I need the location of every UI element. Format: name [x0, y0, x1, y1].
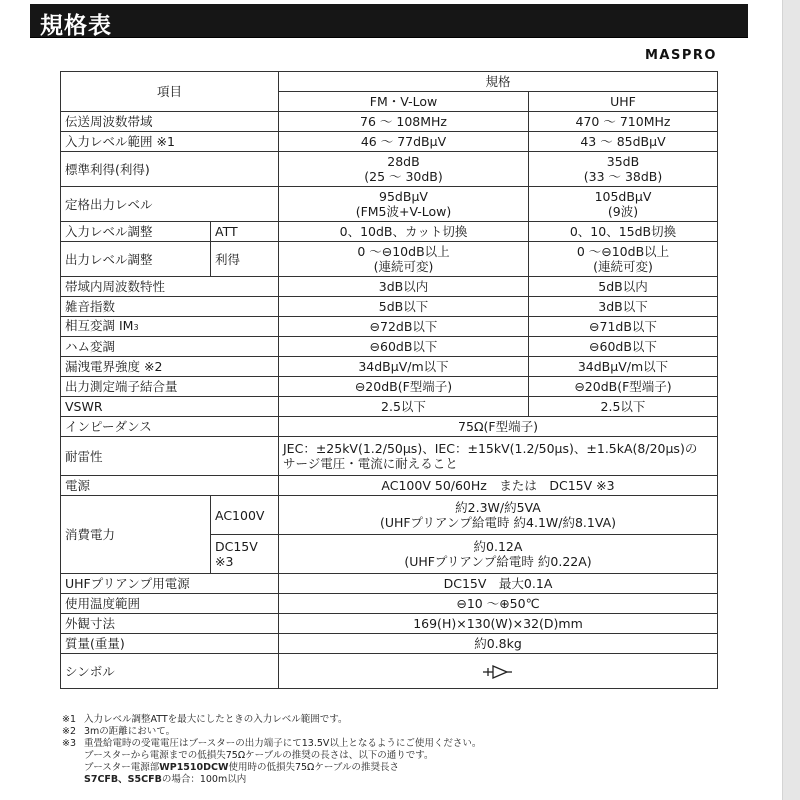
header-spec: 規格	[279, 72, 718, 92]
table-row	[61, 397, 718, 417]
vertical-scrollbar[interactable]	[782, 0, 800, 800]
uhf-value	[529, 152, 718, 187]
header-fm: FM・V-Low	[279, 92, 529, 112]
fm-value: 76 ～ 108MHz	[279, 112, 529, 132]
shared-value-line: (UHFプリアンプ給電時 約0.22A)	[404, 554, 592, 569]
fm-value-line: (25 ～ 30dB)	[364, 169, 443, 184]
table-row	[61, 594, 718, 614]
uhf-value-line: 35dB	[606, 154, 640, 169]
fm-value: 2.5以下	[279, 397, 529, 417]
spec-table	[60, 71, 718, 689]
row-label: インピーダンス	[61, 417, 279, 437]
row-label: シンボル	[61, 654, 279, 689]
table-row	[61, 132, 718, 152]
uhf-value-line: 105dBμV	[594, 189, 652, 204]
footnote-text-part: ブースター電源部	[84, 762, 160, 773]
fm-value: ⊖72dB以下	[279, 317, 529, 337]
uhf-value-line: (33 ～ 38dB)	[583, 169, 663, 184]
row-label-subscript: 3	[133, 323, 139, 332]
row-label: 標準利得(利得)	[61, 152, 279, 187]
fm-value	[279, 152, 529, 187]
model-number: WP1510DCW	[159, 762, 229, 773]
shared-value-line: 約2.3W/約5VA	[455, 500, 541, 515]
shared-value	[279, 437, 718, 476]
row-label: 入力レベル範囲 ※1	[61, 132, 279, 152]
fm-value	[279, 242, 529, 277]
row-label: 定格出力レベル	[61, 187, 279, 222]
row-label: 使用温度範囲	[61, 594, 279, 614]
table-row	[61, 377, 718, 397]
row-label: 出力測定端子結合量	[61, 377, 279, 397]
table-row	[61, 417, 718, 437]
row-sublabel-line: ※3	[215, 554, 234, 569]
shared-value: ⊖10 ～⊕50℃	[279, 594, 718, 614]
row-label: 消費電力	[61, 496, 211, 574]
uhf-value: ⊖71dB以下	[529, 317, 718, 337]
fm-value-line: (FM5波+V-Low)	[355, 204, 452, 219]
fm-value-line: 0 ～⊖10dB以上	[357, 244, 450, 259]
cable-models: S7CFB、S5CFB	[84, 774, 162, 785]
row-sublabel-line: DC15V	[215, 539, 258, 554]
shared-value: 169(H)×130(W)×32(D)mm	[279, 614, 718, 634]
table-row	[61, 152, 718, 187]
footnote-text: ブースターから電源までの低損失75Ωケーブルの推奨の長さは、以下の通りです。	[84, 750, 434, 761]
footnote-mark: ※2	[62, 726, 77, 737]
row-label-text: 相互変調 IM	[65, 318, 134, 333]
row-label: ハム変調	[61, 337, 279, 357]
fm-value: ⊖20dB(F型端子)	[279, 377, 529, 397]
footnote-text: 3mの距離において。	[84, 726, 176, 737]
footnote-text-part: の場合：100m以内	[161, 774, 247, 785]
footnote-mark: ※3	[62, 738, 77, 749]
table-row	[61, 496, 718, 535]
row-sublabel	[211, 535, 279, 574]
footnote-text: 入力レベル調整ATTを最大にしたときの入力レベル範囲です。	[84, 714, 348, 725]
table-row	[61, 357, 718, 377]
footnote-text	[62, 774, 481, 786]
uhf-value: 2.5以下	[529, 397, 718, 417]
table-row	[61, 476, 718, 496]
uhf-value: 43 ～ 85dBμV	[529, 132, 718, 152]
row-label: 外観寸法	[61, 614, 279, 634]
table-header-row	[61, 72, 718, 92]
uhf-value-line: (9波)	[607, 204, 639, 219]
shared-value	[279, 654, 718, 689]
row-label	[61, 317, 279, 337]
uhf-value: 470 ～ 710MHz	[529, 112, 718, 132]
uhf-value: 0、10、15dB切換	[529, 222, 718, 242]
fm-value-line: 95dBμV	[379, 189, 428, 204]
footnote-1	[62, 714, 481, 726]
fm-value: 46 ～ 77dBμV	[279, 132, 529, 152]
shared-value: AC100V 50/60Hz または DC15V ※3	[279, 476, 718, 496]
uhf-value: 34dBμV/m以下	[529, 357, 718, 377]
table-row	[61, 297, 718, 317]
footnote-text-part: 使用時の低損失75Ωケーブルの推奨長さ	[228, 762, 399, 773]
amplifier-symbol-icon	[481, 665, 515, 679]
uhf-value: ⊖60dB以下	[529, 337, 718, 357]
table-row	[61, 222, 718, 242]
row-label: 出力レベル調整	[61, 242, 211, 277]
row-sublabel: ATT	[211, 222, 279, 242]
shared-value-line: JEC：±25kV(1.2/50μs)、IEC：±15kV(1.2/50μs)、±1.5kA(8/20μs)の	[283, 441, 698, 456]
footnote-text: 重畳給電時の受電電圧はブースターの出力端子にて13.5V以上となるようにご使用ください。	[84, 738, 482, 749]
fm-value-line: (連続可変)	[373, 259, 434, 274]
table-row	[61, 112, 718, 132]
table-row	[61, 634, 718, 654]
shared-value	[279, 535, 718, 574]
fm-value: ⊖60dB以下	[279, 337, 529, 357]
fm-value: 34dBμV/m以下	[279, 357, 529, 377]
row-label: 耐雷性	[61, 437, 279, 476]
table-row	[61, 277, 718, 297]
row-label: VSWR	[61, 397, 279, 417]
fm-value: 5dB以下	[279, 297, 529, 317]
fm-value	[279, 187, 529, 222]
row-label: 漏洩電界強度 ※2	[61, 357, 279, 377]
row-label: 帯域内周波数特性	[61, 277, 279, 297]
shared-value: 約0.8kg	[279, 634, 718, 654]
row-sublabel: AC100V	[211, 496, 279, 535]
uhf-value-line: (連続可変)	[593, 259, 653, 274]
row-label: 雑音指数	[61, 297, 279, 317]
fm-value-line: 28dB	[387, 154, 420, 169]
row-label: 質量(重量)	[61, 634, 279, 654]
row-label: 伝送周波数帯域	[61, 112, 279, 132]
shared-value-line: サージ電圧・電流に耐えること	[283, 456, 458, 471]
uhf-value: ⊖20dB(F型端子)	[529, 377, 718, 397]
page-title: 規格表	[40, 13, 112, 39]
table-row	[61, 614, 718, 634]
brand-logo: MASPRO	[645, 48, 717, 63]
shared-value	[279, 496, 718, 535]
uhf-value-line: 0 ～⊖10dB以上	[576, 244, 670, 259]
uhf-value: 3dB以下	[529, 297, 718, 317]
table-row	[61, 574, 718, 594]
title-bar	[30, 4, 748, 38]
fm-value: 3dB以内	[279, 277, 529, 297]
row-label: 電源	[61, 476, 279, 496]
table-row	[61, 317, 718, 337]
shared-value-line: 約0.12A	[473, 539, 523, 554]
shared-value: 75Ω(F型端子)	[279, 417, 718, 437]
row-label: 入力レベル調整	[61, 222, 211, 242]
table-row	[61, 654, 718, 689]
footnote-mark: ※1	[62, 714, 77, 725]
shared-value: DC15V 最大0.1A	[279, 574, 718, 594]
table-row	[61, 337, 718, 357]
footnote-2	[62, 726, 481, 738]
uhf-value	[529, 242, 718, 277]
table-row	[61, 242, 718, 277]
footnotes	[62, 714, 481, 786]
table-row	[61, 187, 718, 222]
row-sublabel: 利得	[211, 242, 279, 277]
footnote-text	[62, 762, 481, 774]
header-uhf: UHF	[529, 92, 718, 112]
footnote-3	[62, 738, 481, 750]
uhf-value: 5dB以内	[529, 277, 718, 297]
shared-value-line: (UHFプリアンプ給電時 約4.1W/約8.1VA)	[379, 515, 617, 530]
fm-value: 0、10dB、カット切換	[279, 222, 529, 242]
uhf-value	[529, 187, 718, 222]
header-item: 項目	[61, 72, 279, 112]
table-row	[61, 437, 718, 476]
row-label: UHFプリアンプ用電源	[61, 574, 279, 594]
